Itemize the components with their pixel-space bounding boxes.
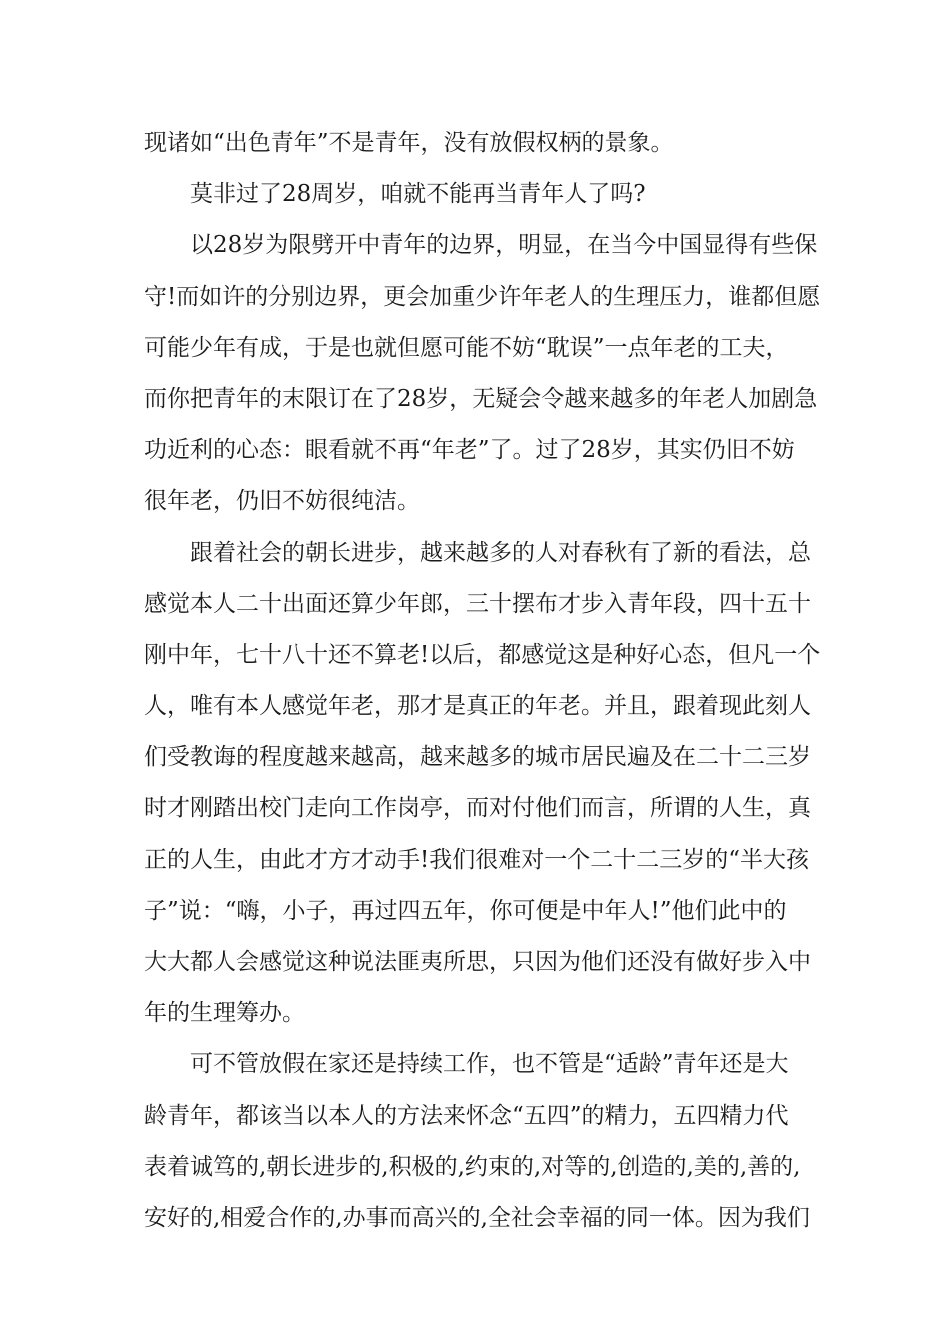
text-line: 功近利的心态：眼看就不再“年老”了。过了28岁，其实仍旧不妨: [144, 437, 795, 464]
text-line: 刚中年，七十八十还不算老!以后，都感觉这是种好心态，但凡一个: [144, 641, 821, 668]
text-line: 以28岁为限劈开中青年的边界，明显，在当今中国显得有些保: [190, 232, 818, 259]
text-line: 大大都人会感觉这种说法匪夷所思，只因为他们还没有做好步入中: [144, 949, 811, 975]
text-line: 时才刚踏出校门走向工作岗亭，而对付他们而言，所谓的人生，真: [144, 795, 811, 822]
text-line: 年的生理筹办。: [144, 1000, 305, 1027]
text-line: 很年老，仍旧不妨很纯洁。: [144, 488, 420, 515]
text-line: 感觉本人二十出面还算少年郎，三十摆布才步入青年段，四十五十: [144, 590, 811, 617]
text-line: 守!而如许的分别边界，更会加重少许年老人的生理压力，谁都但愿: [144, 283, 821, 310]
text-line: 表着诚笃的,朝长进步的,积极的,约束的,对等的,创造的,美的,善的,: [144, 1153, 801, 1180]
text-line: 安好的,相爱合作的,办事而高兴的,全社会幸福的同一体。因为我们: [144, 1204, 810, 1231]
text-line: 跟着社会的朝长进步，越来越多的人对春秋有了新的看法，总: [190, 539, 811, 566]
text-line: 莫非过了28周岁，咱就不能再当青年人了吗?: [190, 181, 646, 208]
text-line: 龄青年，都该当以本人的方法来怀念“五四”的精力，五四精力代: [144, 1102, 789, 1129]
text-line: 现诸如“出色青年”不是青年，没有放假权柄的景象。: [144, 130, 674, 156]
text-line: 而你把青年的末限订在了28岁，无疑会令越来越多的年老人加剧急: [144, 385, 818, 412]
body-text: [144, 118, 844, 1244]
text-line: 们受教诲的程度越来越高，越来越多的城市居民遍及在二十二三岁: [144, 744, 811, 771]
text-line: 子”说：“嗨，小子，再过四五年，你可便是中年人!”他们此中的: [144, 897, 787, 924]
text-line: 可能少年有成，于是也就但愿可能不妨“耽误”一点年老的工夫，: [144, 334, 789, 361]
text-line: 正的人生，由此才方才动手!我们很难对一个二十二三岁的“半大孩: [144, 846, 810, 873]
text-line: 可不管放假在家还是持续工作，也不管是“适龄”青年还是大: [190, 1051, 789, 1078]
text-line: 人，唯有本人感觉年老，那才是真正的年老。并且，跟着现此刻人: [144, 693, 811, 720]
